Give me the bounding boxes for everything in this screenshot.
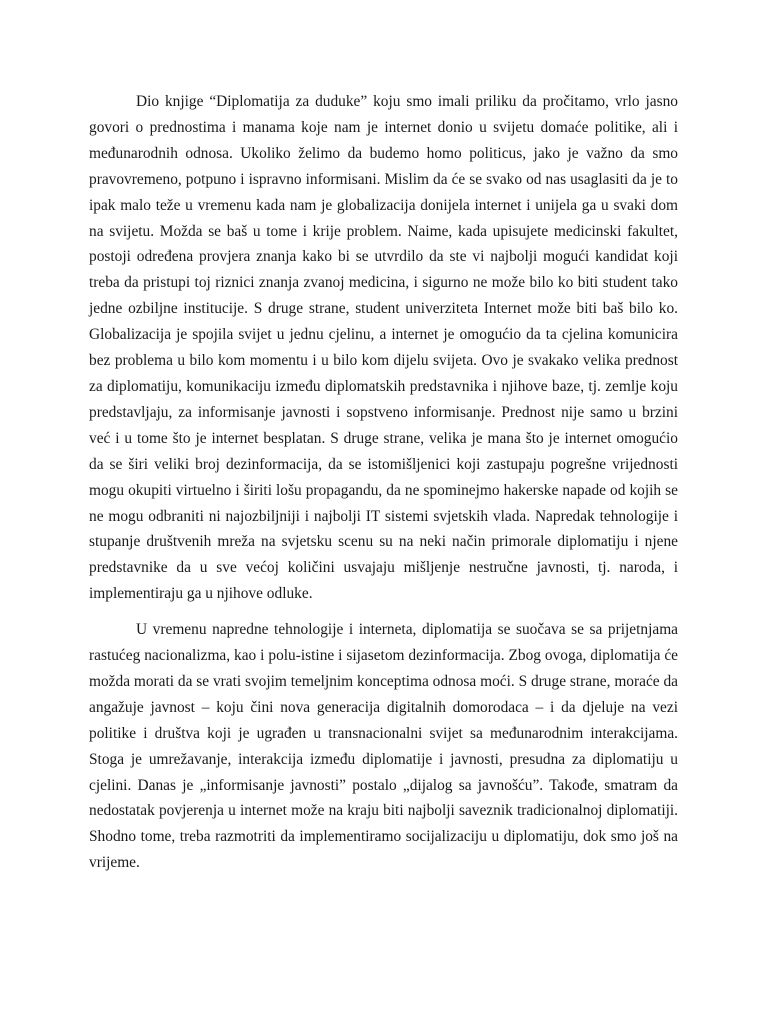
paragraph-2: U vremenu napredne tehnologije i interneta, diplomatija se suočava se sa prijetnjama rastućeg nacionalizma, kao i polu-istine i sijasetom dezinformacija. Zbog ovoga, diplomatija će možda morati da se vrati svojim temeljnim konceptima odnosa moći. S druge strane, moraće da angažuje javnost – koju čini nova generacija digitalnih domorodaca – i da djeluje na vezi politike i društva koji je ugrađen u transnacionalni svijet sa međunarodnim interakcijama. Stoga je umrežavanje, interakcija između diplomatije i javnosti, presudna za diplomatiju u cjelini. Danas je „informisanje javnosti” postalo „dijalog sa javnošću”. Takođe, smatram da nedostatak povjerenja u internet može na kraju biti najbolji saveznik tradicionalnoj diplomatiji. Shodno tome, treba razmotriti da implementiramo socijalizaciju u diplomatiju, dok smo još na vrijeme.: [89, 621, 678, 872]
paragraph-1: Dio knjige “Diplomatija za duduke” koju smo imali priliku da pročitamo, vrlo jasno govori o prednostima i manama koje nam je internet donio u svijetu domaće politike, ali i međunarodnih odnosa. Ukoliko želimo da budemo homo politicus, jako je važno da smo pravovremeno, potpuno i ispravno informisani. Mislim da će se svako od nas usaglasiti da je to ipak malo teže u vremenu kada nam je globalizacija donijela internet i unijela ga u svaki dom na svijetu. Možda se baš u tome i krije problem. Naime, kada upisujete medicinski fakultet, postoji određena provjera znanja kako bi se utvrdilo da ste vi najbolji mogući kandidat koji treba da pristupi toj riznici znanja zvanoj medicina, i sigurno ne može bilo ko biti student tako jedne ozbiljne institucije. S druge strane, student univerziteta Internet može biti baš bilo ko. Globalizacija je spojila svijet u jednu cjelinu, a internet je omogućio da ta cjelina komunicira bez problema u bilo kom momentu i u bilo kom dijelu svijeta. Ovo je svakako velika prednost za diplomatiju, komunikaciju između diplomatskih predstavnika i njihove baze, tj. zemlje koju predstavljaju, za informisanje javnosti i sopstveno informisanje. Prednost nije samo u brzini već i u tome što je internet besplatan. S druge strane, velika je mana što je internet omogućio da se širi veliki broj dezinformacija, da se istomišljenici koji zastupaju pogrešne vrijednosti mogu okupiti virtuelno i širiti lošu propagandu, da ne spominejmo hakerske napade od kojih se ne mogu odbraniti ni najozbiljniji i najbolji IT sistemi svjetskih vlada. Napredak tehnologije i stupanje društvenih mreža na svjetsku scenu su na neki način primorale diplomatiju i njene predstavnike da u sve većoj količini usvajaju mišljenje nestručne javnosti, tj. naroda, i implementiraju ga u njihove odluke.: [89, 93, 678, 603]
document-body: [89, 89, 678, 876]
